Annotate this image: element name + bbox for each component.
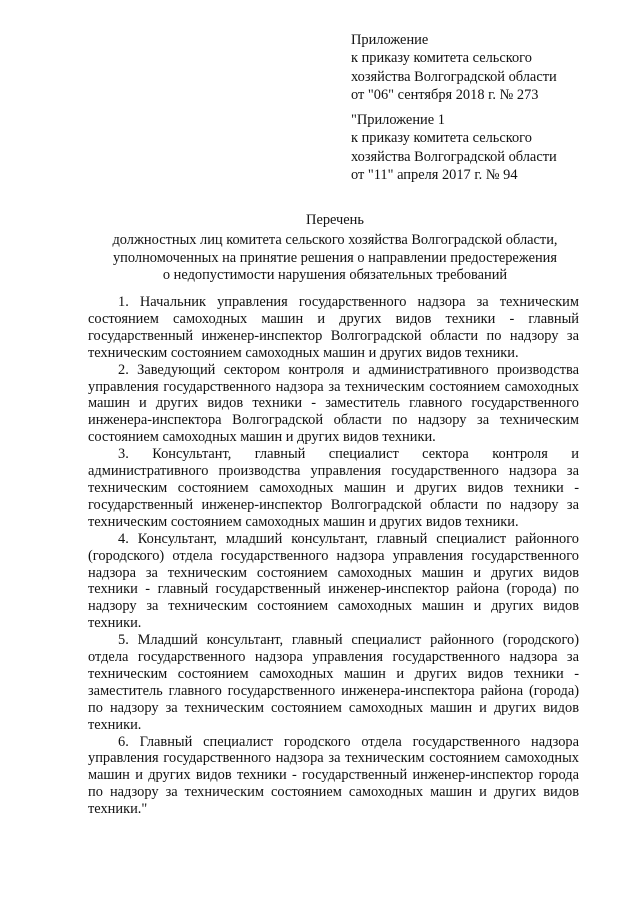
list-item-4: 4. Консультант, младший консультант, главный специалист районного (городского) отдела государственного надзора управления государственного надзора за техническим состоянием самоходных машин и других видов техники - главный государственный инженер-инспектор района (города) по надзору за техническим состоянием самоходных машин и других видов техники. (88, 530, 579, 632)
appendix-previous-line-2: к приказу комитета сельского (351, 130, 532, 147)
appendix-current-line-4: от "06" сентября 2018 г. № 273 (351, 86, 539, 103)
appendix-previous-line-3: хозяйства Волгоградской области (351, 148, 557, 165)
list-item-1: 1. Начальник управления государственного надзора за техническим состоянием самоходных машин и других видов техники - главный государственный инженер-инспектор Волгоградской области по надзору за техническим состоянием самоходных машин и других видов техники. (88, 294, 579, 361)
title-heading: Перечень (306, 212, 364, 228)
list-item-6: 6. Главный специалист городского отдела государственного надзора управления государственного надзора за техническим состоянием самоходных машин и других видов техники - государственный инженер-инспектор города по надзору за техническим состоянием самоходных машин и других видов техники." (88, 733, 579, 818)
appendix-current-line-2: к приказу комитета сельского (351, 50, 532, 67)
title-line-3: о недопустимости нарушения обязательных требований (162, 266, 508, 283)
list-item-3: 3. Консультант, главный специалист сектора контроля и административного производства управления государственного надзора за техническим состоянием самоходных машин и других видов техники - государственный инженер-инспектор Волгоградской области по надзору за техническим состоянием самоходных машин и других видов техники. (88, 446, 579, 530)
appendix-current-line-1: Приложение (351, 32, 429, 48)
list-item-5: 5. Младший консультант, главный специалист районного (городского) отдела государственного надзора управления государственного надзора за техническим состоянием самоходных машин и других видов техники - заместитель главного государственного инженера-инспектора района (города) по надзору за техническим состоянием самоходных машин и других видов техники. (88, 632, 579, 733)
appendix-previous-header (351, 111, 611, 184)
appendix-previous-line-1: "Приложение 1 (351, 112, 445, 128)
title-line-2: уполномоченных на принятие решения о направлении предостережения (112, 249, 557, 266)
appendix-current-line-3: хозяйства Волгоградской области (351, 68, 557, 85)
title-line-1: должностных лиц комитета сельского хозяйства Волгоградской области, (112, 232, 558, 249)
appendix-current-header (351, 31, 611, 104)
document-title (80, 212, 590, 284)
officials-list (88, 294, 579, 818)
list-item-2: 2. Заведующий сектором контроля и административного производства управления государственного надзора за техническим состоянием самоходных машин и других видов техники - заместитель главного государственного инженера-инспектора Волгоградской области по надзору за техническим состоянием самоходных машин и других видов техники. (88, 361, 579, 446)
appendix-previous-line-4: от "11" апреля 2017 г. № 94 (351, 166, 518, 183)
